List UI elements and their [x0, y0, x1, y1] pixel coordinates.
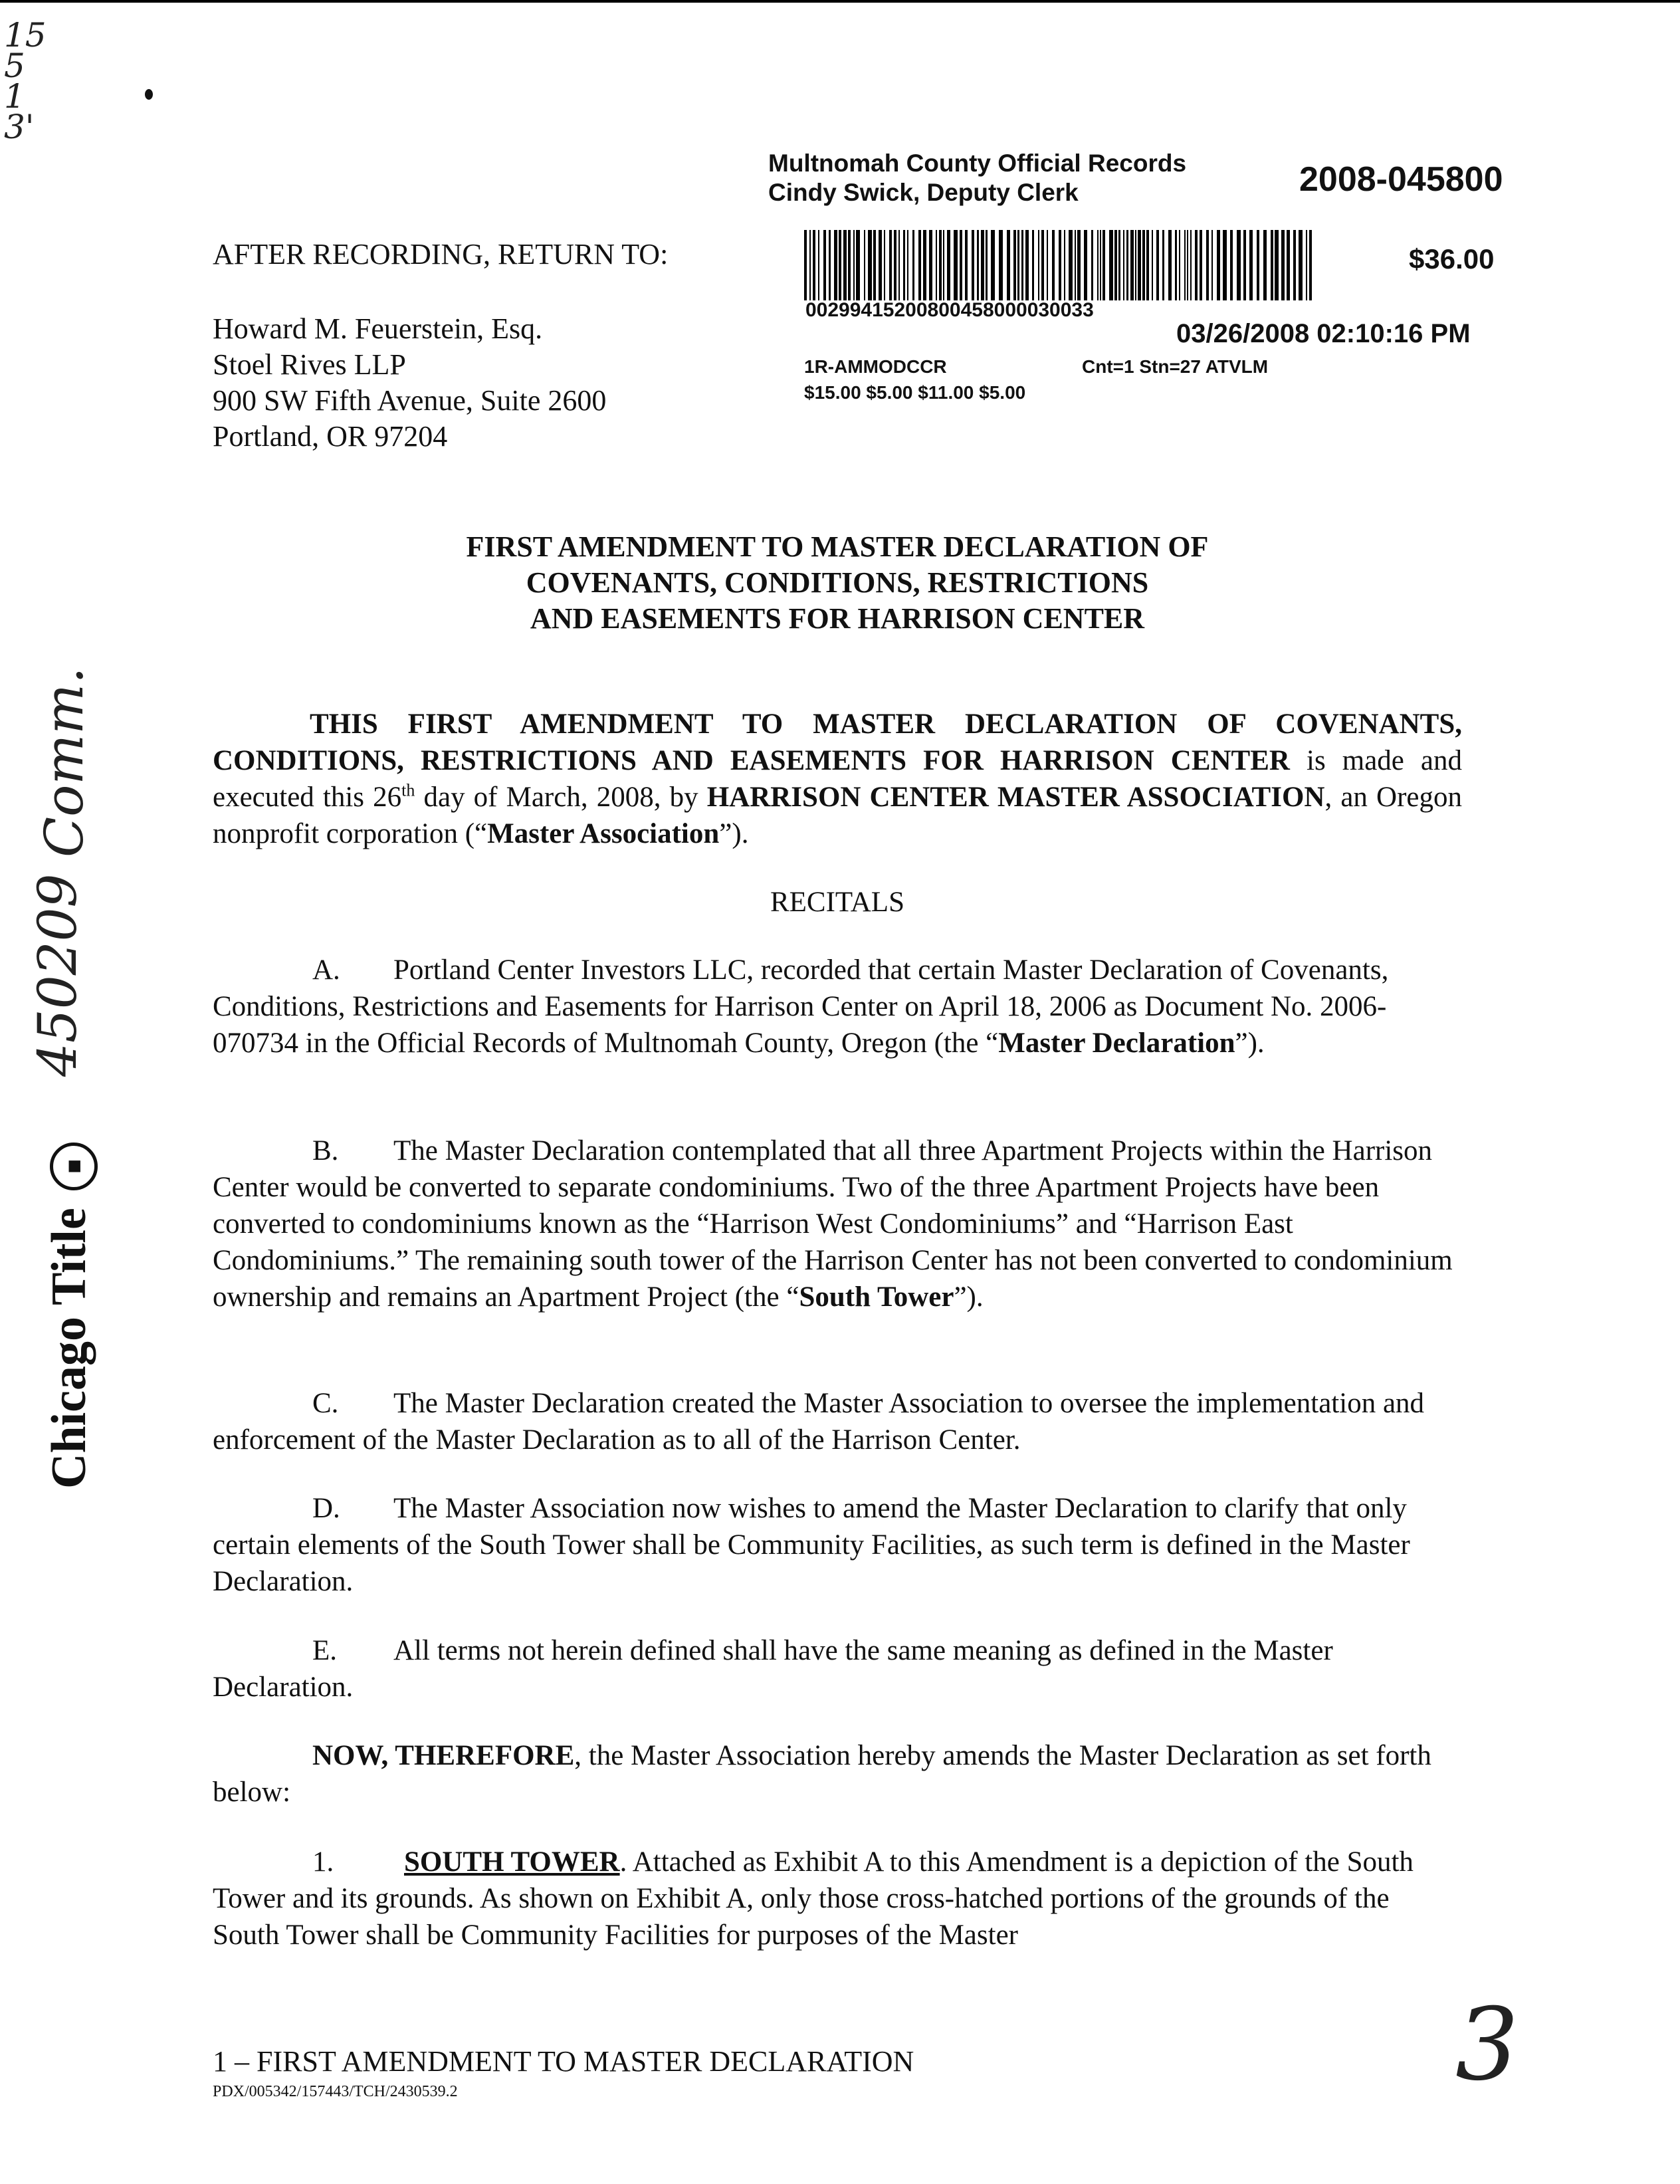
barcode-bar [889, 230, 892, 300]
barcode-bar [1069, 230, 1073, 300]
barcode-text: 00299415200800458000030033 [805, 299, 1094, 321]
barcode-bar [1059, 230, 1061, 300]
barcode-bar [1047, 230, 1048, 300]
barcode-bar [912, 230, 914, 300]
barcode-bar [1195, 230, 1198, 300]
barcode-bar [1146, 230, 1149, 300]
barcode-bar [1102, 230, 1105, 300]
barcode-bar [1257, 230, 1259, 300]
chicago-title-stamp [41, 1143, 98, 1489]
recorder-office-name: Multnomah County Official Records [768, 150, 1187, 177]
recorder-clerk: Cindy Swick, Deputy Clerk [768, 179, 1079, 206]
barcode-bar [1179, 230, 1180, 300]
recording-station: Cnt=1 Stn=27 ATVLM [1082, 356, 1269, 377]
footer-title: 1 – FIRST AMENDMENT TO MASTER DECLARATION [213, 2045, 914, 2078]
barcode-bar [1309, 230, 1312, 300]
recital-c: C. The Master Declaration created the Master Association to oversee the implementation and enforcement of the Master Declaration as to all of the Harrison Center. [213, 1385, 1462, 1458]
address-line: Portland, OR 97204 [213, 420, 448, 453]
barcode-bar [1217, 230, 1220, 300]
barcode-bar [1126, 230, 1128, 300]
barcode-bar [1230, 230, 1233, 300]
document-title [213, 529, 1462, 637]
barcode-bar [1271, 230, 1273, 300]
barcode-bar [943, 230, 944, 300]
intro-bold-association: HARRISON CENTER MASTER ASSOCIATION [706, 782, 1325, 813]
barcode-bar [903, 230, 905, 300]
margin-note-top-left [4, 16, 51, 146]
barcode-bar [879, 230, 882, 300]
barcode-bar [856, 230, 860, 300]
margin-note-number: 450209 [27, 873, 88, 1077]
barcode-bar [947, 230, 950, 300]
barcode-bar [1287, 230, 1290, 300]
recitals-heading: RECITALS [770, 887, 904, 918]
recital-e: E. All terms not herein defined shall have the same meaning as defined in the Master Declaration. [213, 1632, 1462, 1705]
address-line: Stoel Rives LLP [213, 348, 406, 381]
barcode-bar [1091, 230, 1093, 300]
recital-letter: C. [312, 1388, 339, 1419]
barcode-bar [809, 230, 811, 300]
barcode-bar [1206, 230, 1209, 300]
intro-bold-title: THIS FIRST AMENDMENT TO MASTER DECLARATION OF COVENANTS, CONDITIONS, RESTRICTIONS AND EASEMENTS FOR HARRISON CENTER [213, 709, 1462, 776]
barcode-bar [1100, 230, 1101, 300]
barcode-bar [864, 230, 865, 300]
barcode-bar [1293, 230, 1296, 300]
barcode-bar [965, 230, 968, 300]
recorder-office [768, 149, 1186, 207]
barcode-bar [1130, 230, 1134, 300]
section-number: 1. [312, 1846, 334, 1878]
title-line: FIRST AMENDMENT TO MASTER DECLARATION OF [466, 530, 1209, 563]
title-line: AND EASEMENTS FOR HARRISON CENTER [530, 602, 1145, 635]
barcode-bar [986, 230, 988, 300]
barcode-bar [1299, 230, 1303, 300]
barcode-bar [1152, 230, 1153, 300]
margin-note-line: 15 [4, 16, 47, 55]
barcode-bar [818, 230, 819, 300]
barcode-bar [1275, 230, 1279, 300]
recital-letter: A. [312, 954, 340, 986]
barcode-bar [843, 230, 847, 300]
barcode-bar [981, 230, 984, 300]
barcode-bar [1135, 230, 1136, 300]
barcode-bar [1025, 230, 1029, 300]
barcode-bar [1168, 230, 1172, 300]
fee-total: $36.00 [1409, 243, 1495, 274]
barcode-bar [1007, 230, 1010, 300]
barcode-bar [1223, 230, 1227, 300]
recital-b: B. The Master Declaration contemplated that all three Apartment Projects within the Harrison Center would be converted to separate condominiums. Two of the three Apartment Projects have been converted to condominiums known as the “Harrison West Condominiums” and “Harrison East Condominiums.” The remaining south tower of the Harrison Center has not been converted to condominium ownership and remains an Apartment Project (the “South Tower”). [213, 1133, 1462, 1315]
barcode-bar [1243, 230, 1246, 300]
document-number: 2008-045800 [1299, 160, 1503, 199]
ink-dot [145, 89, 153, 100]
barcode-bar [991, 230, 995, 300]
barcode-bar [1138, 230, 1141, 300]
barcode-bar [1021, 230, 1023, 300]
section-1: 1. SOUTH TOWER. Attached as Exhibit A to this Amendment is a depiction of the South Tower and its grounds. As shown on Exhibit A, only those cross-hatched portions of the grounds of the South Tower shall be Community Facilities for purposes of the Master [213, 1844, 1462, 1953]
barcode-bar [848, 230, 851, 300]
recital-letter: E. [312, 1635, 338, 1666]
barcode-bar [1114, 230, 1117, 300]
barcode-bar [873, 230, 876, 300]
barcode-bar [1118, 230, 1120, 300]
barcode-bar [1123, 230, 1124, 300]
barcode-bar [999, 230, 1003, 300]
barcode-bar [1175, 230, 1177, 300]
barcode-bar [853, 230, 855, 300]
barcode-bar [1190, 230, 1192, 300]
barcode-bar [1077, 230, 1081, 300]
barcode-bar [829, 230, 831, 300]
margin-note-line: 5 [4, 47, 25, 85]
barcode-bar [1211, 230, 1213, 300]
section-heading: SOUTH TOWER [404, 1846, 620, 1878]
barcode-bar [868, 230, 872, 300]
barcode-bar [1249, 230, 1253, 300]
barcode-bar [918, 230, 921, 300]
recital-a: A. Portland Center Investors LLC, recorded that certain Master Declaration of Covenants, Conditions, Restrictions and Easements for Harrison Center on April 18, 2006 as Document No. 2006-070734 in the Official Records of Multnomah County, Oregon (the “Master Declaration”). [213, 952, 1462, 1061]
title-line: COVENANTS, CONDITIONS, RESTRICTIONS [526, 566, 1149, 599]
eagle-seal-icon: ■ [50, 1143, 98, 1190]
barcode-bar [1156, 230, 1159, 300]
barcode-bar [1041, 230, 1044, 300]
footer-docid: PDX/005342/157443/TCH/2430539.2 [213, 2083, 458, 2100]
return-to-label: AFTER RECORDING, RETURN TO: [213, 238, 669, 271]
recording-datetime: 03/26/2008 02:10:16 PM [1176, 319, 1471, 348]
recital-letter: B. [312, 1135, 339, 1166]
recital-d: D. The Master Association now wishes to amend the Master Declaration to clarify that only certain elements of the South Tower shall be Community Facilities, as such term is defined in the Master Declaration. [213, 1490, 1462, 1600]
barcode-bar [1306, 230, 1307, 300]
barcode-bar [1281, 230, 1285, 300]
barcode-bar [823, 230, 826, 300]
barcode-bar [939, 230, 942, 300]
margin-note-comm: Comm. [33, 667, 95, 857]
barcode-bar [1200, 230, 1202, 300]
barcode-bar [1142, 230, 1145, 300]
barcode-bar [960, 230, 962, 300]
barcode-bar [884, 230, 885, 300]
address-line: Howard M. Feuerstein, Esq. [213, 312, 543, 345]
barcode-bar [907, 230, 908, 300]
recording-fees: $15.00 $5.00 $11.00 $5.00 [804, 382, 1026, 403]
barcode-bar [839, 230, 841, 300]
barcode-bar [1032, 230, 1034, 300]
barcode-bar [1187, 230, 1188, 300]
barcode-bar [1013, 230, 1016, 300]
barcode [804, 230, 1316, 300]
barcode-bar [972, 230, 974, 300]
chicago-title-text: Chicago Title [42, 1208, 96, 1489]
top-border [0, 0, 1680, 3]
barcode-bar [898, 230, 900, 300]
barcode-bar [834, 230, 837, 300]
barcode-bar [1237, 230, 1241, 300]
barcode-bar [1084, 230, 1087, 300]
barcode-bar [804, 230, 807, 300]
barcode-bar [1109, 230, 1113, 300]
return-to-address [213, 311, 606, 455]
barcode-bar [1263, 230, 1267, 300]
intro-paragraph: THIS FIRST AMENDMENT TO MASTER DECLARATION OF COVENANTS, CONDITIONS, RESTRICTIONS AND EASEMENTS FOR HARRISON CENTER is made and executed this 26th day of March, 2008, by HARRISON CENTER MASTER ASSOCIATION, an Oregon nonprofit corporation (“Master Association”). [213, 709, 1462, 849]
address-line: 900 SW Fifth Avenue, Suite 2600 [213, 384, 607, 417]
barcode-bar [954, 230, 958, 300]
barcode-bar [1162, 230, 1164, 300]
barcode-bar [1017, 230, 1019, 300]
barcode-bar [1052, 230, 1055, 300]
barcode-bar [1097, 230, 1099, 300]
recording-code: 1R-AMMODCCR [804, 356, 947, 377]
barcode-bar [929, 230, 932, 300]
barcode-bar [923, 230, 926, 300]
page-mark-handwritten: 3 [1455, 1987, 1519, 2103]
barcode-bar [1064, 230, 1065, 300]
barcode-bar [894, 230, 896, 300]
margin-note-line: 1 [4, 77, 25, 116]
barcode-bar [977, 230, 979, 300]
recital-letter: D. [312, 1493, 340, 1524]
now-therefore-paragraph: NOW, THEREFORE, the Master Association hereby amends the Master Declaration as set forth below: [213, 1740, 1431, 1808]
barcode-bar [813, 230, 815, 300]
barcode-bar [1184, 230, 1186, 300]
barcode-bar [936, 230, 937, 300]
barcode-bar [1075, 230, 1076, 300]
barcode-bar [1038, 230, 1039, 300]
margin-note-line: 3' [4, 108, 35, 146]
